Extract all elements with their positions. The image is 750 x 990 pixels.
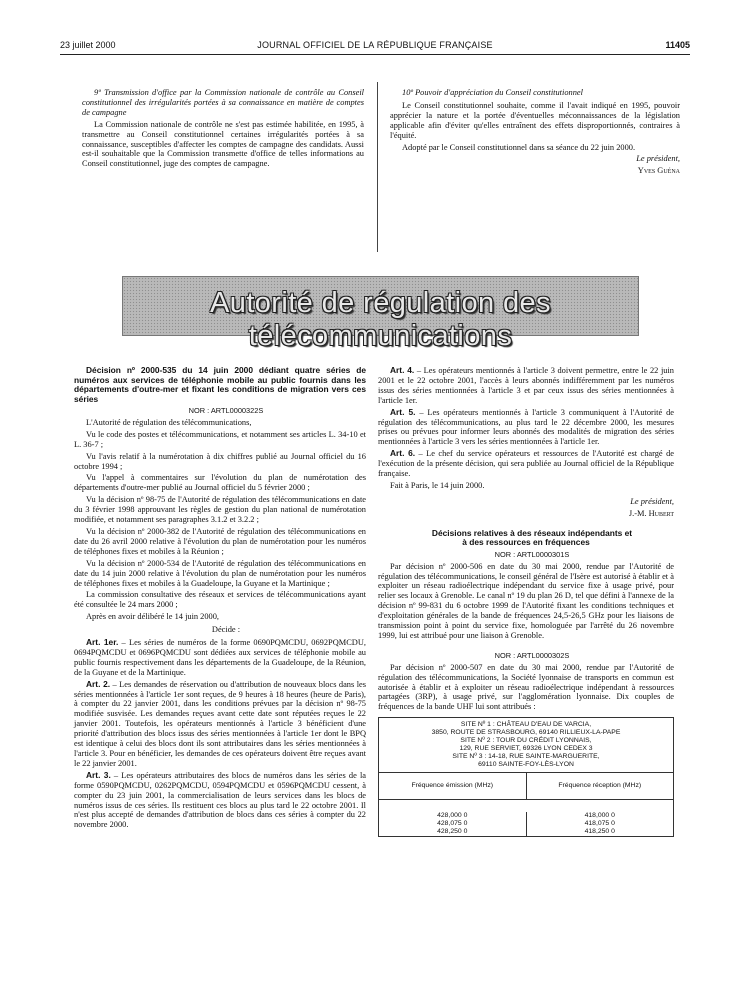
article-5 [378, 408, 674, 448]
table-cell: 428,075 0 [379, 820, 527, 828]
signature-name: J.-M. Hubert [628, 508, 674, 518]
article-1 [74, 638, 366, 678]
section-banner [122, 276, 639, 352]
page-number: 11405 [665, 40, 690, 50]
table-cell: 428,250 0 [379, 828, 527, 836]
article-2 [74, 680, 366, 769]
article-text: – Les opérateurs mentionnés à l'article 3 doivent permettre, entre le 22 juin 2001 et le 22 octobre 2001, l'accès à leurs abonnés indifféremment par les numéros issus des séries mentionnées à l'article 3 et par ceux issus des séries mentionnées à l'article 1er. [378, 366, 674, 405]
banner-title: Autorité de régulation des télécommunications [210, 287, 551, 352]
site-line: SITE Nº 2 : TOUR DU CRÉDIT LYONNAIS, [460, 737, 592, 745]
recital: La commission consultative des réseaux et services de télécommunications ayant été consultée le 24 mars 2000 ; [74, 590, 366, 610]
column-divider [377, 82, 378, 252]
table-row [379, 820, 673, 828]
section-10-body: Le Conseil constitutionnel souhaite, comme il l'avait indiqué en 1995, pouvoir apprécier la nature et la portée d'éventuelles méconnaissances de la législation applicable afin d'éviter qu'elles entraînent des effets disproportionnés, contraires à l'équité. [390, 100, 680, 140]
decision-507-text: Par décision nº 2000-507 en date du 30 mai 2000, rendue par l'Autorité de régulation des télécommunications, la Société lyonnaise de transports en commun est autorisée à établir et à exploiter un réseau radioélectrique indépendant à ressources partagées (3RP), à usage privé, sur l'agglomération lyonnaise. Dix couples de fréquences de la bande UHF lui sont attribués : [378, 662, 674, 712]
top-left-column [82, 88, 364, 171]
article-6 [378, 449, 674, 479]
signature-name: Yves Guéna [637, 166, 680, 176]
article-text: – Les opérateurs mentionnés à l'article 3 communiquent à l'Autorité de régulation des télécommunications, au plus tard le 22 décembre 2000, les mesures prises ou prévues pour informer leurs abonnés des modalités de migration des séries mentionnées à l'article 3 vers les séries mentionnées à l'article 1er. [378, 407, 674, 447]
site-line: SITE Nº 1 : CHÂTEAU D'EAU DE VARCIA, [460, 721, 592, 729]
article-text: – Le chef du service opérateurs et ressources de l'Autorité est chargé de l'exécution de la présente décision, qui sera publiée au Journal officiel de la République française. [378, 449, 674, 479]
table-header [379, 773, 673, 800]
recital: L'Autorité de régulation des télécommunications, [86, 417, 252, 427]
done-at: Fait à Paris, le 14 juin 2000. [390, 480, 485, 490]
recital: Vu l'appel à commentaires sur l'évolution du plan de numérotation des départements d'outre-mer publié au Journal officiel du 5 février 2000 ; [74, 473, 366, 493]
recital: Vu la décision nº 2000-534 de l'Autorité de régulation des télécommunications en date du 14 juin 2000 relative à l'évolution du plan de numérotation pour les numéros de téléphones fixes et mobiles à la Guadeloupe, la Guyane et la Martinique ; [74, 558, 366, 588]
top-right-column [390, 88, 680, 178]
table-cell: 428,000 0 [379, 812, 527, 820]
decisions-title: Décisions relatives à des réseaux indépendants et à des ressources en fréquences [431, 527, 633, 548]
article-4 [378, 366, 674, 406]
table-cell: 418,075 0 [584, 820, 615, 828]
page-header [60, 40, 690, 54]
right-column [378, 366, 674, 837]
header-title: JOURNAL OFFICIEL DE LA RÉPUBLIQUE FRANÇAISE [257, 40, 493, 50]
recital: Vu la décision nº 2000-382 de l'Autorité de régulation des télécommunications en date du 26 avril 2000 relative à l'évolution du plan de numérotation pour les numéros de téléphones fixes et mobiles à la Réunion ; [74, 526, 366, 556]
site-line: SITE Nº 3 : 14-18, RUE SAINTE-MARGUERITE, [452, 753, 600, 761]
table-row [379, 812, 673, 820]
article-text: – Les demandes de réservation ou d'attribution de nouveaux blocs dans les séries mentionnées à l'article 1er sont reçues, de 9 heures à 18 heures (heure de Paris), à compter du 22 janvier 2001, dans les conditions prévues par la décision nº 98-75 modifiée susvisée. Les demandes reçues avant cette date sont réputées reçues le 22 janvier 2001. Toutefois, les opérateurs mentionnés à l'article 3 bénéficient d'une priorité d'attribution des blocs issus des séries mentionnées à l'article 1er dont le BPQ est identique à celui des blocs dont ils sont attributaires dans les séries mentionnées à l'article 3. Pour en bénéficier, les demandes de ces opérateurs doivent être reçues avant le 22 janvier 2001. [74, 679, 366, 768]
frequency-table [378, 717, 674, 837]
header-date: 23 juillet 2000 [60, 40, 116, 50]
decision-535-column [74, 366, 366, 832]
table-cell: 418,000 0 [584, 812, 615, 820]
article-3 [74, 771, 366, 830]
section-9-body: La Commission nationale de contrôle ne s'est pas estimée habilitée, en 1995, à transmettre au Conseil constitutionnel certaines irrégularités portées à sa connaissance, susceptibles d'affecter les comptes de campagne des candidats. Aussi est-il souhaitable que la Commission transmette d'office de telles informations au Conseil constitutionnel, juge des comptes de campagne. [82, 119, 364, 169]
adoption-text: Adopté par le Conseil constitutionnel dans sa séance du 22 juin 2000. [402, 142, 636, 152]
table-body [379, 800, 673, 836]
article-label: Art. 3. [86, 769, 111, 780]
article-label: Art. 4. [390, 365, 415, 375]
article-text: – Les opérateurs attributaires des blocs de numéros dans les séries de la forme 0590PQMCDU, 0262PQMCDU, 0594PQMCDU et 0596PQMCDU cessent, à compter du 23 juin 2001, la commercialisation de leurs services dans les blocs de numéros issus de ces séries. Ils restituent ces blocs au plus tard le 22 octobre 2001. Il n'est plus accepté de demandes d'attribution de blocs dans ces séries à compter du 22 novembre 2000. [74, 770, 366, 830]
decide-heading: Décide : [211, 625, 241, 635]
decision-535-nor: NOR : ARTL0000322S [188, 406, 264, 415]
column-header: Fréquence réception (MHz) [558, 782, 642, 790]
site-line: 3850, ROUTE DE STRASBOURG, 69140 RILLIEUX-LA-PAPE [431, 729, 621, 737]
site-line: 69110 SAINTE-FOY-LÈS-LYON [478, 761, 574, 769]
header-rule [60, 54, 690, 55]
decision-535-title: Décision nº 2000-535 du 14 juin 2000 dédiant quatre séries de numéros aux services de téléphonie mobile au public fournis dans les départements d'outre-mer et fixant les conditions de migration vers ces séries [74, 365, 366, 404]
section-9-heading: 9º Transmission d'office par la Commission nationale de contrôle au Conseil constitutionnel des irrégularités portées à sa connaissance en matière de comptes de campagne [82, 88, 364, 117]
article-label: Art. 6. [390, 448, 416, 459]
recital: Vu le code des postes et télécommunications, et notamment ses articles L. 34-10 et L. 36-7 ; [74, 429, 366, 449]
decision-506-text: Par décision nº 2000-506 en date du 30 mai 2000, rendue par l'Autorité de régulation des télécommunications, le conseil général de l'Isère est autorisé à établir et à exploiter un réseau radioélectrique indépendant du service fixe à usage privé, pour relier ses locaux à Grenoble. Le canal nº 19 du plan 26 D, tel que défini à l'annexe de la décision nº 99-831 du 6 octobre 1999 de l'Autorité fixant les conditions techniques et d'exploitation générales de la bande de fréquences 24,5-26,5 GHz pour les liaisons de transmission point à point du service fixe, homologuée par l'arrêté du 26 novembre 1999, lui est attribué pour une liaison à Grenoble. [378, 561, 674, 640]
signature-title: Le président, [630, 496, 674, 506]
table-cell: 418,250 0 [584, 828, 615, 836]
site-line: 129, RUE SERVIET, 69326 LYON CEDEX 3 [459, 745, 593, 753]
recital: Après en avoir délibéré le 14 juin 2000, [86, 612, 220, 622]
decision-506-nor: NOR : ARTL0000301S [494, 549, 570, 559]
article-label: Art. 1er. [86, 637, 119, 648]
article-text: – Les séries de numéros de la forme 0690PQMCDU, 0692PQMCDU, 0694PQMCDU et 0696PQMCDU sont dédiées aux services de téléphonie mobile au public fournis respectivement dans les départements de la Guadeloupe, de la Réunion, de la Guyane et de la Martinique. [74, 638, 366, 677]
article-label: Art. 5. [390, 406, 416, 417]
signature-title: Le président, [636, 154, 680, 164]
table-row [379, 828, 673, 836]
recital: Vu la décision nº 98-75 de l'Autorité de régulation des télécommunications en date du 3 février 1998 approuvant les règles de gestion du plan national de numérotation modifiée, et notamment ses paragraphes 3.1.2 et 3.2.2 ; [74, 495, 366, 525]
column-header: Fréquence émission (MHz) [379, 773, 527, 799]
decision-507-nor: NOR : ARTL0000302S [494, 650, 570, 660]
section-10-heading: 10º Pouvoir d'appréciation du Conseil constitutionnel [402, 88, 583, 97]
sites-list [379, 718, 673, 773]
article-label: Art. 2. [86, 678, 111, 689]
recital: Vu l'avis relatif à la numérotation à dix chiffres publié au Journal officiel du 16 octobre 1994 ; [74, 451, 366, 471]
